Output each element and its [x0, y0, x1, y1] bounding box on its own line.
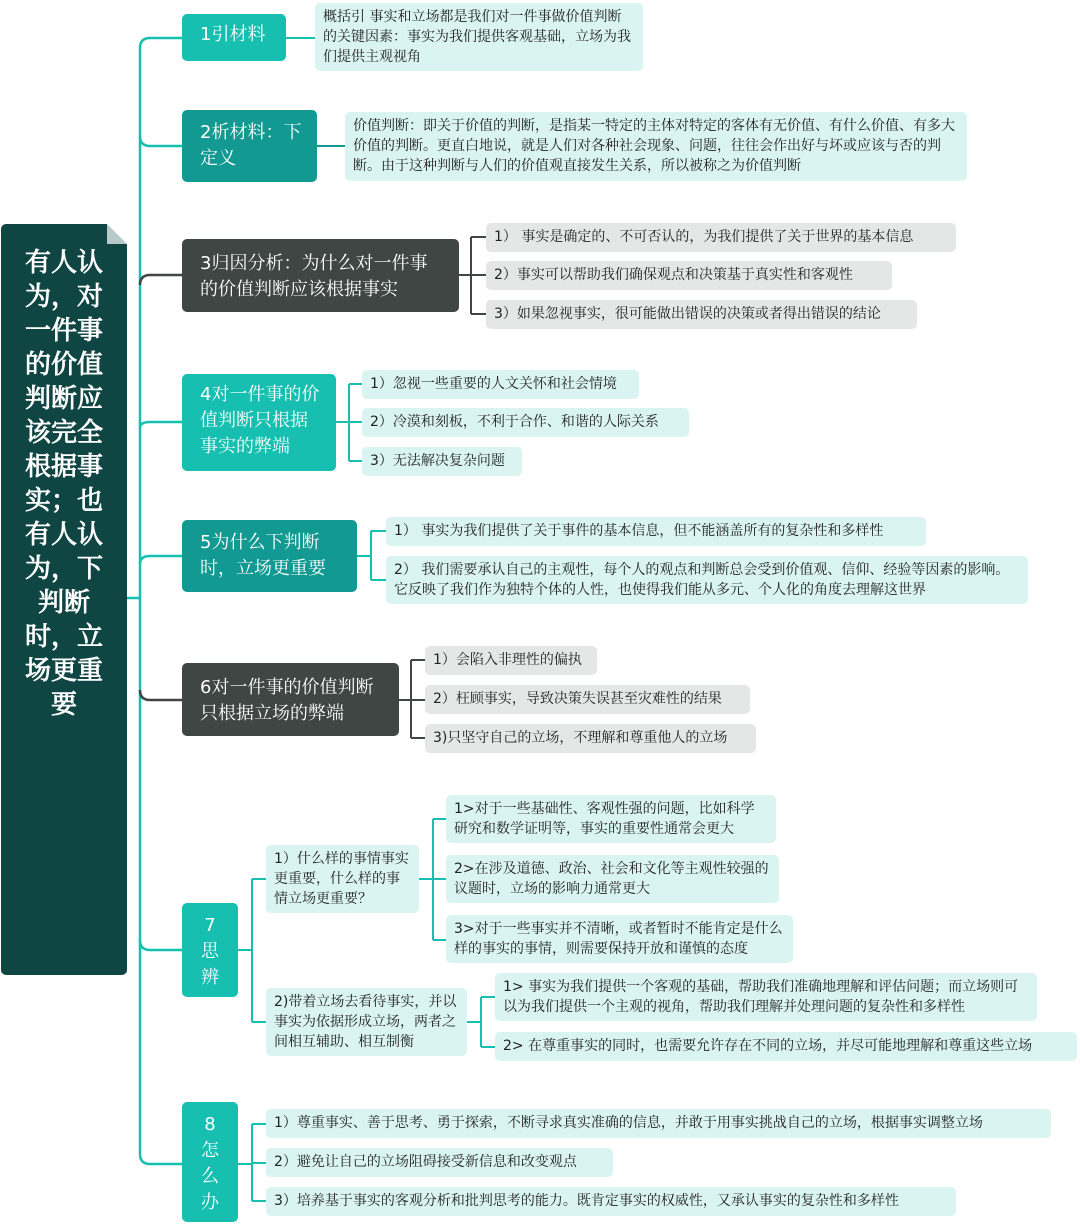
- branch-8-leaf-1: 1）尊重事实、善于思考、勇于探索，不断寻求真实准确的信息，并敢于用事实挑战自己的立场，根据事实调整立场: [266, 1109, 1051, 1138]
- page-fold-corner: [107, 224, 127, 244]
- branch-7-reflection: [182, 903, 238, 997]
- branch-7-sub-1-leaf-3: 3>对于一些事实并不清晰，或者暂时不能肯定是什么样的事实的事情，则需要保持开放和谨慎的态度: [446, 915, 793, 963]
- branch-7-sub-2-leaf-1: 1> 事实为我们提供一个客观的基础，帮助我们准确地理解和评估问题；而立场则可以为我们提供一个主观的视角，帮助我们理解并处理问题的复杂性和多样性: [495, 973, 1037, 1021]
- branch-4-fact-only-drawbacks: [182, 374, 336, 471]
- branch-5-leaf-2: 2） 我们需要承认自己的主观性，每个人的观点和判断总会受到价值观、信仰、经验等因素的影响。它反映了我们作为独特个体的人性，也使得我们能从多元、个人化的角度去理解这世界: [386, 556, 1028, 604]
- branch-8-leaf-3: 3）培养基于事实的客观分析和批判思考的能力。既肯定事实的权威性，又承认事实的复杂性和多样性: [266, 1187, 956, 1216]
- branch-3-leaf-3: 3）如果忽视事实，很可能做出错误的决策或者得出错误的结论: [486, 300, 917, 329]
- branch-7-sub-2: 2)带着立场去看待事实，并以事实为依据形成立场，两者之间相互辅助、相互制衡: [266, 988, 467, 1056]
- root-title: 有人认为，对一件事的价值判断应该完全根据事实；也有人认为，下判断时，立场更重要: [24, 248, 103, 720]
- branch-7-sub-1-leaf-2: 2>在涉及道德、政治、社会和文化等主观性较强的议题时，立场的影响力通常更大: [446, 855, 779, 903]
- branch-3-leaf-1: 1） 事实是确定的、不可否认的，为我们提供了关于世界的基本信息: [486, 223, 956, 252]
- branch-5-title: 5为什么下判断时，立场更重要: [200, 532, 326, 579]
- branch-4-title: 4对一件事的价值判断只根据事实的弊端: [200, 384, 320, 457]
- branch-4-leaf-1: 1）忽视一些重要的人文关怀和社会情境: [362, 370, 639, 399]
- branch-8-leaf-2: 2）避免让自己的立场阻碍接受新信息和改变观点: [266, 1148, 613, 1177]
- branch-2-define: [182, 110, 317, 182]
- branch-4-leaf-2: 2）冷漠和刻板，不利于合作、和谐的人际关系: [362, 408, 689, 437]
- branch-6-stance-only-drawbacks: [182, 663, 399, 736]
- branch-2-title: 2析材料：下定义: [200, 122, 302, 169]
- branch-3-cause-analysis: [182, 239, 459, 312]
- branch-6-title: 6对一件事的价值判断只根据立场的弊端: [200, 677, 374, 724]
- branch-1-introduce: [182, 14, 286, 61]
- branch-3-title: 3归因分析：为什么对一件事的价值判断应该根据事实: [200, 253, 428, 300]
- branch-3-leaf-2: 2）事实可以帮助我们确保观点和决策基于真实性和客观性: [486, 261, 892, 290]
- branch-7-sub-2-leaf-2: 2> 在尊重事实的同时，也需要允许存在不同的立场，并尽可能地理解和尊重这些立场: [495, 1032, 1077, 1061]
- branch-2-leaf-1: 价值判断：即关于价值的判断，是指某一特定的主体对特定的客体有无价值、有什么价值、有多大价值的判断。更直白地说，就是人们对各种社会现象、问题，往往会作出好与坏或应该与否的判断。由于这种判断与人们的价值观直接发生关系，所以被称之为价值判断: [345, 112, 967, 181]
- branch-8-what-to-do: [182, 1102, 238, 1222]
- branch-4-leaf-3: 3）无法解决复杂问题: [362, 447, 522, 476]
- branch-1-title: 1引材料: [200, 24, 266, 45]
- branch-5-leaf-1: 1） 事实为我们提供了关于事件的基本信息，但不能涵盖所有的复杂性和多样性: [386, 517, 926, 546]
- branch-7-title: 7思辨: [201, 915, 219, 988]
- branch-6-leaf-2: 2）枉顾事实，导致决策失误甚至灾难性的结果: [425, 685, 750, 714]
- branch-6-leaf-1: 1）会陷入非理性的偏执: [425, 646, 597, 675]
- branch-7-sub-1-leaf-1: 1>对于一些基础性、客观性强的问题，比如科学研究和数学证明等，事实的重要性通常会更大: [446, 795, 776, 843]
- root-topic: [1, 224, 127, 975]
- branch-1-leaf-1: 概括引 事实和立场都是我们对一件事做价值判断的关键因素：事实为我们提供客观基础，立场为我们提供主观视角: [315, 3, 643, 71]
- branch-8-title: 8怎么办: [201, 1114, 219, 1213]
- branch-6-leaf-3: 3)只坚守自己的立场，不理解和尊重他人的立场: [425, 724, 756, 753]
- branch-7-sub-1: 1）什么样的事情事实更重要，什么样的事情立场更重要？: [266, 845, 419, 913]
- branch-5-stance-matters: [182, 520, 357, 592]
